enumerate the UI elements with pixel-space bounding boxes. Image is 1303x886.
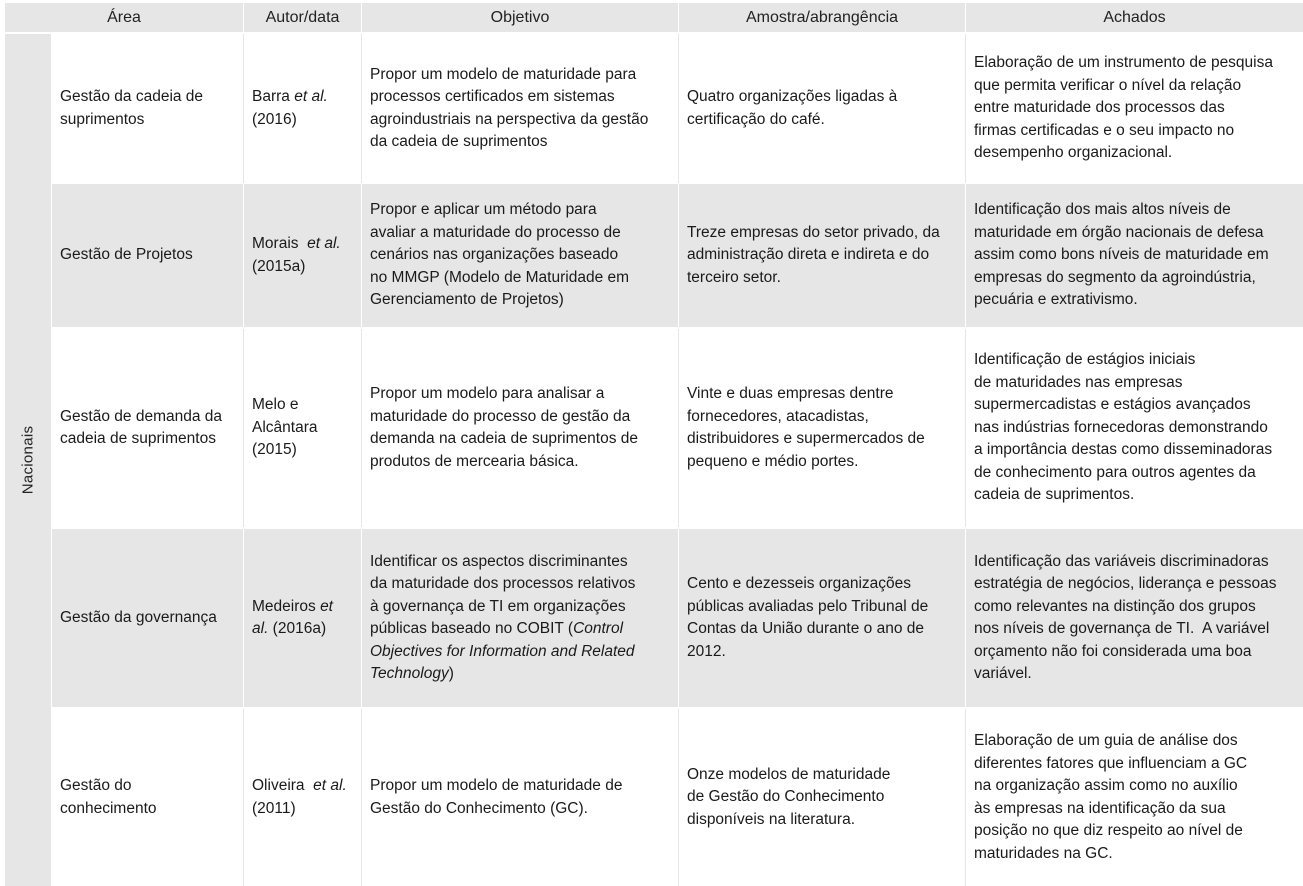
cell-text: Gestão da cadeia de (60, 88, 204, 105)
cell-text: Gestão de demanda da (60, 407, 223, 425)
cell-autor (244, 709, 361, 886)
cell-text: posição no que diz respeito ao nível de (974, 822, 1243, 839)
cell-autor (244, 34, 361, 183)
cell-text: Vinte e duas empresas dentre (687, 385, 894, 402)
cell-text: da cadeia de suprimentos (370, 133, 548, 150)
cell-text: como relevantes na distinção dos grupos (974, 597, 1256, 615)
author-year: (2015a) (252, 257, 306, 275)
cell-text: Cento e dezesseis organizações (687, 575, 912, 592)
group-cell-nacionais (5, 34, 51, 886)
cell-text: diferentes fatores que influenciam a GC (974, 754, 1248, 772)
cell-amostra (679, 184, 965, 327)
cell-text: pecuária e extrativismo. (974, 291, 1138, 309)
cell-amostra (679, 34, 965, 183)
cell-objetivo (362, 709, 678, 886)
cell-autor (244, 184, 361, 327)
cell-text: públicas avaliadas pelo Tribunal de (687, 597, 929, 615)
cell-text: a importância destas como disseminadoras (974, 441, 1273, 459)
cell-text: variável. (974, 665, 1032, 682)
cell-achados (966, 329, 1303, 527)
cell-text: suprimentos (60, 110, 145, 128)
cell-text: terceiro setor. (687, 268, 781, 286)
cell-text: que permita verificar o nível da relação (974, 76, 1242, 94)
cell-text: de maturidades nas empresas (974, 373, 1183, 391)
author-name: Alcântara (252, 418, 318, 436)
cell-text: firmas certificadas e o seu impacto no (974, 121, 1235, 139)
cell-autor (244, 529, 361, 707)
cell-area (52, 184, 243, 327)
header-autor-data: Autor/data (244, 3, 361, 32)
cell-text: na organização assim como no auxílio (974, 777, 1238, 794)
table-row (52, 184, 1303, 327)
cell-text: cadeia de suprimentos (60, 430, 216, 447)
cell-text: administração direta e indireta e do (687, 246, 930, 264)
cell-text: agroindustriais na perspectiva da gestão (370, 110, 649, 128)
header-achados: Achados (966, 3, 1303, 32)
header-objetivo: Objetivo (362, 3, 678, 32)
cell-objetivo (362, 529, 678, 707)
cell-text: demanda na cadeia de suprimentos de (370, 430, 638, 447)
author-name: Medeiros (252, 597, 321, 615)
cell-text: produtos de mercearia básica. (370, 452, 579, 470)
cell-text: Gestão da governança (60, 608, 217, 626)
cell-text: Identificação dos mais altos níveis de (974, 201, 1231, 219)
cell-text: nos níveis de governança de TI. A variável (974, 620, 1270, 637)
cell-objetivo (362, 34, 678, 183)
cell-text: desempenho organizacional. (974, 144, 1173, 162)
cell-text: distribuidores e supermercados de (687, 430, 925, 447)
author-etal: al. (252, 620, 269, 637)
author-year: (2016) (252, 110, 297, 128)
author-etal: et al. (294, 88, 328, 105)
cell-text: Identificar os aspectos discriminantes (370, 552, 628, 570)
cell-text: Elaboração de um instrumento de pesquisa (974, 54, 1273, 72)
cell-text: públicas baseado no COBIT ( (370, 620, 574, 637)
cell-achados (966, 529, 1303, 707)
cell-achados (966, 709, 1303, 886)
cell-text: Propor um modelo de maturidade para (370, 65, 637, 83)
cell-text: Treze empresas do setor privado, da (687, 223, 940, 241)
cell-text: da maturidade dos processos relativos (370, 575, 636, 592)
table-row (52, 34, 1303, 183)
cell-text: certificação do café. (687, 110, 825, 128)
author-name: Morais (252, 235, 308, 252)
cell-text: no MMGP (Modelo de Maturidade em (370, 268, 630, 286)
cell-amostra (679, 709, 965, 886)
cell-text: Propor e aplicar um método para (370, 201, 597, 219)
group-label: Nacionais (19, 425, 37, 495)
cell-area (52, 709, 243, 886)
cell-area (52, 329, 243, 527)
cell-text: maturidade em órgão nacionais de defesa (974, 223, 1264, 241)
cell-text: de Gestão do Conhecimento (687, 788, 885, 806)
cell-text: nas indústrias fornecedoras demonstrando (974, 418, 1268, 436)
cell-achados (966, 34, 1303, 183)
cell-text: cadeia de suprimentos. (974, 486, 1135, 504)
cell-text: Quatro organizações ligadas à (687, 88, 898, 105)
cell-area (52, 34, 243, 183)
header-area: Área (5, 3, 243, 32)
cell-text: Gestão do Conhecimento (GC). (370, 799, 588, 817)
cell-text: às empresas na identificação da sua (974, 799, 1226, 817)
cell-text: Elaboração de um guia de análise dos (974, 732, 1238, 749)
cell-text: Identificação de estágios iniciais (974, 351, 1196, 369)
author-year: (2015) (252, 441, 297, 459)
cell-text: Identificação das variáveis discriminadoras (974, 552, 1269, 570)
cell-text: ) (448, 665, 454, 682)
cell-text: Gerenciamento de Projetos) (370, 291, 564, 309)
cell-text: Onze modelos de maturidade (687, 765, 891, 783)
cell-text: supermercadistas e estágios avançados (974, 396, 1251, 414)
cell-text: de conhecimento para outros agentes da (974, 463, 1256, 481)
cell-area (52, 529, 243, 707)
cell-text: assim como bons níveis de maturidade em (974, 246, 1269, 264)
cell-text: entre maturidade dos processos das (974, 99, 1225, 117)
cell-achados (966, 184, 1303, 327)
author-etal: et (320, 597, 333, 615)
header-amostra-abrangencia: Amostra/abrangência (679, 3, 965, 32)
cell-text: à governança de TI em organizações (370, 597, 626, 615)
author-name: Melo e (252, 396, 299, 414)
cell-text: Gestão de Projetos (60, 246, 193, 264)
cell-text: Propor um modelo de maturidade de (370, 777, 623, 794)
cell-text: Contas da União durante o ano de (687, 620, 924, 637)
cell-text: Propor um modelo para analisar a (370, 385, 605, 402)
cell-text: cenários nas organizações baseado (370, 246, 619, 264)
cell-text-italic: Technology (370, 665, 449, 682)
cell-text: empresas do segmento da agroindústria, (974, 268, 1256, 286)
cell-amostra (679, 529, 965, 707)
cell-text: conhecimento (60, 799, 157, 817)
cell-amostra (679, 329, 965, 527)
cell-text: Gestão do (60, 777, 132, 794)
author-etal: et al. (307, 235, 341, 252)
cell-objetivo (362, 329, 678, 527)
author-etal: et al. (313, 777, 347, 794)
author-name: Oliveira (252, 777, 314, 794)
cell-text: fornecedores, atacadistas, (687, 407, 869, 425)
cell-text: avaliar a maturidade do processo de (370, 223, 621, 241)
cell-text: 2012. (687, 642, 726, 660)
cell-text: pequeno e médio portes. (687, 452, 859, 470)
cell-autor (244, 329, 361, 527)
table-row (52, 709, 1303, 886)
cell-text: maturidade do processo de gestão da (370, 407, 631, 425)
cell-text-italic: Control (573, 620, 624, 637)
author-year: (2011) (252, 799, 296, 817)
cell-text: orçamento não foi considerada uma boa (974, 642, 1252, 660)
cell-objetivo (362, 184, 678, 327)
cell-text: maturidades na GC. (974, 844, 1113, 862)
author-year: (2016a) (268, 620, 327, 637)
cell-text-italic: Objectives for Information and Related (370, 642, 635, 660)
table-row (52, 529, 1303, 707)
cell-text: disponíveis na literatura. (687, 810, 856, 828)
author-name: Barra (252, 88, 295, 105)
cell-text: processos certificados em sistemas (370, 88, 615, 105)
table-row (52, 329, 1303, 527)
cell-text: estratégia de negócios, liderança e pessoas (974, 575, 1277, 592)
